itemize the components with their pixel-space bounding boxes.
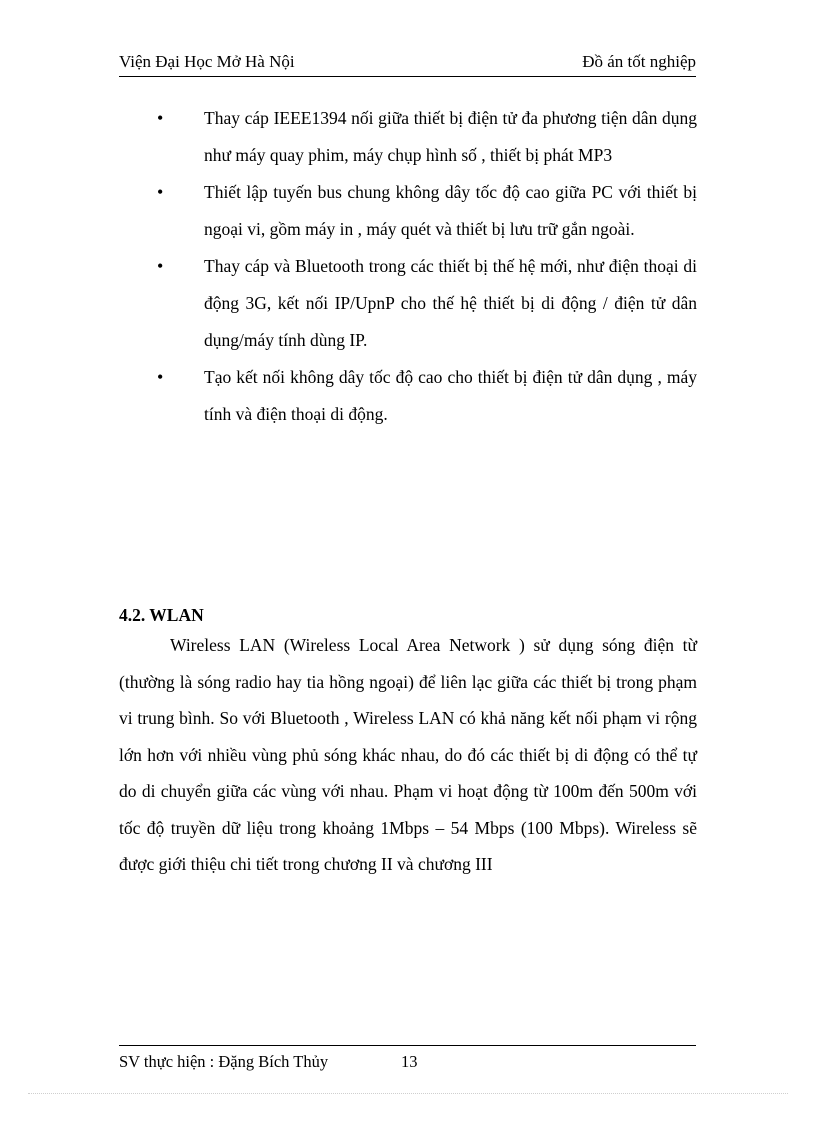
section-paragraph: Wireless LAN (Wireless Local Area Network ) sử dụng sóng điện từ (thường là sóng radio hay tia hồng ngoại) để liên lạc giữa các thiết bị trong phạm vi trung bình. So với Bluetooth , Wireless LAN có khả năng kết nối phạm vi rộng lớn hơn với nhiều vùng phủ sóng khác nhau, do đó các thiết bị di động có thể tự do di chuyển giữa các vùng với nhau. Phạm vi hoạt động từ 100m đến 500m với tốc độ truyền dữ liệu trong khoảng 1Mbps – 54 Mbps (100 Mbps). Wireless sẽ được giới thiệu chi tiết trong chương II và chương III xyxy=(119,635,697,874)
bullet-icon: • xyxy=(157,182,164,202)
list-item xyxy=(119,248,697,359)
section-heading: 4.2. WLAN xyxy=(119,605,204,625)
list-item-text: Thiết lập tuyến bus chung không dây tốc độ cao giữa PC với thiết bị ngoại vi, gồm máy in , máy quét và thiết bị lưu trữ gắn ngoài. xyxy=(204,182,697,239)
list-item-text: Tạo kết nối không dây tốc độ cao cho thiết bị điện tử dân dụng , máy tính và điện thoại di động. xyxy=(204,367,697,424)
institution-name: Viện Đại Học Mở Hà Nội xyxy=(119,52,295,71)
bullet-icon: • xyxy=(157,367,164,387)
bullet-icon: • xyxy=(157,108,164,128)
list-item xyxy=(119,359,697,433)
list-item xyxy=(119,100,697,174)
list-item-text: Thay cáp và Bluetooth trong các thiết bị thế hệ mới, như điện thoại di động 3G, kết nối IP/UpnP cho thế hệ thiết bị di động / điện tử dân dụng/máy tính dùng IP. xyxy=(204,256,697,350)
page-header xyxy=(119,52,696,77)
document-type: Đồ án tốt nghiệp xyxy=(582,52,696,71)
bullet-icon: • xyxy=(157,256,164,276)
footer-author: SV thực hiện : Đặng Bích Thủy xyxy=(119,1052,329,1071)
page-number: 13 xyxy=(401,1052,418,1071)
bullet-list xyxy=(119,100,697,433)
list-item xyxy=(119,174,697,248)
list-item-text: Thay cáp IEEE1394 nối giữa thiết bị điện tử đa phương tiện dân dụng như máy quay phim, máy chụp hình số , thiết bị phát MP3 xyxy=(204,108,697,165)
page-edge-divider xyxy=(28,1093,788,1094)
footer-divider xyxy=(119,1045,696,1046)
